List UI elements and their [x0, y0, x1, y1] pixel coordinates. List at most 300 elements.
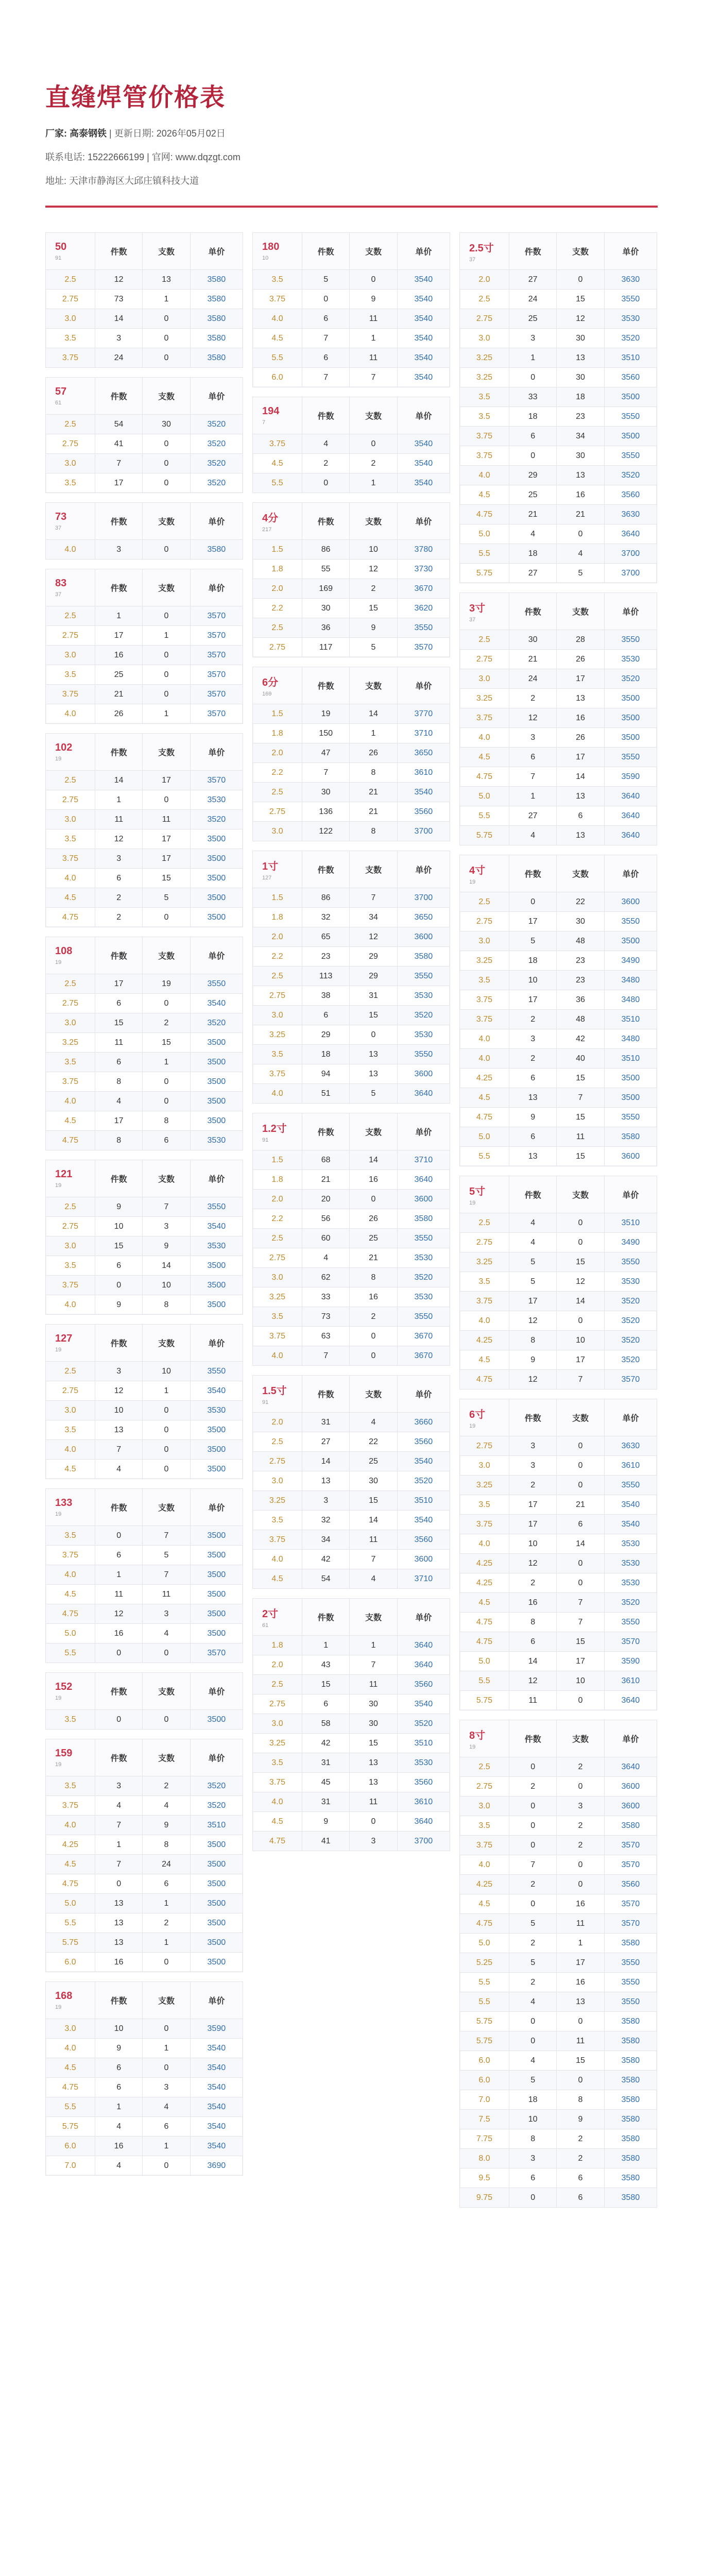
table-row — [460, 1331, 657, 1350]
table-row — [460, 1108, 657, 1127]
spec-header — [46, 1325, 95, 1362]
thickness-cell: 7.0 — [46, 2156, 95, 2176]
pieces-cell: 0 — [557, 1777, 604, 1797]
table-row — [460, 1436, 657, 1456]
price-cell: 3500 — [190, 1624, 243, 1643]
price-header: 单价 — [190, 378, 243, 415]
count-cell: 4 — [509, 1213, 557, 1233]
thickness-cell: 3.75 — [460, 990, 509, 1010]
price-cell: 3500 — [190, 1256, 243, 1276]
pieces-cell: 6 — [557, 806, 604, 826]
table-row — [460, 1088, 657, 1108]
spec-name: 73 — [55, 511, 67, 522]
count-cell: 17 — [509, 1515, 557, 1534]
pieces-cell: 0 — [143, 665, 190, 685]
table-row — [253, 743, 450, 763]
thickness-cell: 3.75 — [253, 434, 302, 454]
thickness-cell: 2.0 — [253, 743, 302, 763]
count-cell: 113 — [302, 967, 350, 986]
price-cell: 3580 — [604, 2031, 657, 2051]
pieces-cell: 1 — [143, 1381, 190, 1401]
table-row — [253, 540, 450, 560]
count-cell: 27 — [509, 806, 557, 826]
count-cell: 5 — [509, 931, 557, 951]
pieces-cell: 4 — [557, 544, 604, 564]
table-row — [46, 2078, 243, 2097]
count-header: 件数 — [509, 593, 557, 630]
price-cell: 3580 — [604, 1816, 657, 1836]
pieces-cell: 2 — [557, 1816, 604, 1836]
count-cell: 2 — [509, 1875, 557, 1894]
table-row — [460, 1252, 657, 1272]
pieces-cell: 7 — [143, 1197, 190, 1217]
table-row — [46, 1585, 243, 1604]
count-cell: 0 — [302, 473, 350, 493]
price-cell: 3540 — [190, 1381, 243, 1401]
table-row — [253, 1773, 450, 1792]
thickness-cell: 2.75 — [253, 1452, 302, 1471]
pieces-cell: 14 — [350, 704, 397, 724]
price-cell: 3640 — [397, 1170, 450, 1190]
price-cell: 3600 — [397, 1550, 450, 1569]
pieces-cell: 23 — [557, 407, 604, 427]
count-cell: 9 — [509, 1108, 557, 1127]
table-row — [46, 1362, 243, 1381]
table-row — [253, 947, 450, 967]
price-table — [459, 1720, 657, 2208]
table-row — [46, 1217, 243, 1236]
pieces-cell: 0 — [557, 1233, 604, 1252]
thickness-cell: 3.5 — [46, 329, 95, 348]
thickness-cell: 4.5 — [253, 1812, 302, 1832]
pieces-cell: 6 — [143, 1874, 190, 1894]
table-row — [460, 1894, 657, 1914]
pieces-cell: 0 — [143, 1460, 190, 1479]
price-table — [459, 1176, 657, 1389]
spec-name: 2.5寸 — [469, 243, 494, 254]
price-cell: 3530 — [397, 1025, 450, 1045]
price-cell: 3520 — [397, 1268, 450, 1287]
spec-header — [46, 233, 95, 270]
count-cell: 21 — [509, 505, 557, 524]
count-cell: 5 — [509, 1914, 557, 1934]
spec-subcount: 91 — [262, 1399, 269, 1405]
pieces-cell: 9 — [143, 1236, 190, 1256]
table-row — [253, 1491, 450, 1511]
price-cell: 3530 — [190, 790, 243, 810]
price-cell: 3600 — [397, 1190, 450, 1209]
pieces-cell: 0 — [557, 2012, 604, 2031]
count-cell: 0 — [509, 1797, 557, 1816]
table-row — [460, 2188, 657, 2208]
pieces-cell: 6 — [143, 2117, 190, 2137]
table-row — [460, 524, 657, 544]
price-cell: 3540 — [397, 1452, 450, 1471]
count-cell: 30 — [302, 783, 350, 802]
price-cell: 3500 — [190, 888, 243, 908]
spec-header — [46, 1489, 95, 1526]
count-cell: 4 — [302, 1248, 350, 1268]
pieces-cell: 13 — [350, 1045, 397, 1064]
price-cell: 3550 — [604, 407, 657, 427]
spec-header — [46, 734, 95, 771]
table-row — [253, 1025, 450, 1045]
price-cell: 3500 — [604, 708, 657, 728]
thickness-cell: 5.75 — [460, 564, 509, 583]
table-row — [460, 270, 657, 290]
table-header-row — [460, 1399, 657, 1436]
count-cell: 18 — [302, 1045, 350, 1064]
table-row — [46, 994, 243, 1013]
table-row — [46, 908, 243, 927]
table-row — [460, 1953, 657, 1973]
pieces-cell: 7 — [350, 888, 397, 908]
thickness-cell: 5.0 — [460, 1127, 509, 1147]
price-cell: 3510 — [604, 1049, 657, 1069]
price-cell: 3580 — [604, 2071, 657, 2090]
count-header: 件数 — [95, 937, 143, 974]
pieces-cell: 16 — [557, 485, 604, 505]
price-cell: 3550 — [397, 1307, 450, 1327]
spec-header — [460, 1399, 509, 1436]
table-row — [46, 665, 243, 685]
count-header: 件数 — [302, 1113, 350, 1150]
table-row — [46, 2039, 243, 2058]
count-cell: 2 — [509, 1010, 557, 1029]
spec-subcount: 37 — [469, 617, 476, 623]
table-header-row — [253, 667, 450, 704]
table-row — [253, 1655, 450, 1675]
pieces-cell: 22 — [350, 1432, 397, 1452]
thickness-cell: 3.5 — [46, 1053, 95, 1072]
pieces-cell: 21 — [350, 802, 397, 822]
pieces-cell: 13 — [143, 270, 190, 290]
pieces-cell: 0 — [557, 1855, 604, 1875]
spec-subcount: 169 — [262, 691, 272, 697]
price-cell: 3560 — [397, 802, 450, 822]
table-row — [460, 1671, 657, 1691]
table-row — [253, 724, 450, 743]
pieces-cell: 17 — [557, 1652, 604, 1671]
spec-name: 1.2寸 — [262, 1123, 287, 1134]
spec-subcount: 127 — [262, 875, 272, 881]
table-row — [460, 1992, 657, 2012]
thickness-cell: 3.75 — [253, 1773, 302, 1792]
count-header: 件数 — [509, 1720, 557, 1757]
price-cell: 3500 — [190, 829, 243, 849]
pieces-cell: 0 — [350, 270, 397, 290]
count-cell: 0 — [95, 1710, 143, 1730]
price-header: 单价 — [190, 1489, 243, 1526]
price-cell: 3640 — [604, 1691, 657, 1710]
thickness-cell: 3.5 — [46, 665, 95, 685]
pieces-cell: 34 — [350, 908, 397, 927]
update-date: | 更新日期: 2026年05月02日 — [109, 128, 226, 139]
pieces-cell: 0 — [557, 1311, 604, 1331]
price-header: 单价 — [190, 503, 243, 540]
table-row — [460, 290, 657, 309]
pieces-cell: 13 — [350, 1773, 397, 1792]
pieces-cell: 15 — [557, 1069, 604, 1088]
pieces-header: 支数 — [143, 1739, 190, 1776]
price-cell: 3520 — [604, 466, 657, 485]
price-cell: 3500 — [604, 728, 657, 748]
thickness-cell: 4.75 — [460, 1613, 509, 1632]
spec-subcount: 217 — [262, 527, 272, 533]
table-row — [253, 1413, 450, 1432]
spec-header — [460, 855, 509, 892]
pieces-cell: 48 — [557, 931, 604, 951]
pieces-cell: 16 — [350, 1170, 397, 1190]
price-cell: 3610 — [397, 1792, 450, 1812]
count-cell: 2 — [95, 908, 143, 927]
spec-name: 127 — [55, 1333, 73, 1344]
price-header: 单价 — [190, 1739, 243, 1776]
price-cell: 3530 — [397, 1287, 450, 1307]
table-row — [253, 1432, 450, 1452]
count-cell: 73 — [95, 290, 143, 309]
pieces-header: 支数 — [143, 569, 190, 606]
price-cell: 3550 — [604, 1476, 657, 1495]
thickness-cell: 3.0 — [46, 2019, 95, 2039]
count-cell: 13 — [509, 1147, 557, 1166]
table-row — [460, 951, 657, 971]
pieces-cell: 13 — [557, 348, 604, 368]
table-row — [253, 618, 450, 638]
table-row — [460, 892, 657, 912]
count-cell: 4 — [509, 2051, 557, 2071]
pieces-cell: 2 — [557, 2149, 604, 2168]
pieces-cell: 26 — [350, 743, 397, 763]
table-row — [253, 763, 450, 783]
thickness-cell: 6.0 — [460, 2051, 509, 2071]
price-cell: 3560 — [604, 368, 657, 387]
thickness-cell: 4.0 — [460, 1029, 509, 1049]
price-cell: 3500 — [604, 689, 657, 708]
spec-name: 4寸 — [469, 865, 486, 876]
price-cell: 3600 — [604, 892, 657, 912]
price-cell: 3500 — [190, 1894, 243, 1913]
pieces-cell: 0 — [143, 2058, 190, 2078]
count-header: 件数 — [95, 1325, 143, 1362]
table-row — [460, 931, 657, 951]
table-column — [252, 232, 450, 2217]
count-cell: 6 — [302, 309, 350, 329]
table-row — [46, 1460, 243, 1479]
table-header-row — [460, 1176, 657, 1213]
pieces-cell: 10 — [143, 1276, 190, 1295]
price-cell: 3550 — [604, 1252, 657, 1272]
pieces-cell: 5 — [350, 638, 397, 657]
count-cell: 7 — [509, 767, 557, 787]
count-cell: 45 — [302, 1773, 350, 1792]
count-cell: 14 — [509, 1652, 557, 1671]
table-row — [253, 1530, 450, 1550]
table-row — [46, 790, 243, 810]
price-cell: 3500 — [190, 1710, 243, 1730]
price-cell: 3520 — [190, 415, 243, 434]
pieces-cell: 1 — [143, 2137, 190, 2156]
count-cell: 86 — [302, 888, 350, 908]
price-cell: 3590 — [604, 767, 657, 787]
count-cell: 0 — [509, 2188, 557, 2208]
count-cell: 12 — [95, 270, 143, 290]
thickness-cell: 4.0 — [253, 1346, 302, 1366]
spec-subcount: 37 — [55, 525, 62, 531]
count-cell: 1 — [95, 2097, 143, 2117]
thickness-cell: 4.5 — [46, 1855, 95, 1874]
count-cell: 15 — [95, 1236, 143, 1256]
thickness-cell: 6.0 — [460, 2071, 509, 2090]
pieces-cell: 17 — [143, 849, 190, 869]
spec-name: 152 — [55, 1681, 73, 1692]
table-row — [253, 822, 450, 841]
spec-name: 57 — [55, 386, 67, 397]
pieces-cell: 15 — [143, 1033, 190, 1053]
thickness-cell: 6.0 — [253, 368, 302, 387]
pieces-cell: 0 — [557, 1456, 604, 1476]
price-cell: 3570 — [604, 1836, 657, 1855]
table-row — [46, 1033, 243, 1053]
thickness-cell: 3.25 — [460, 1252, 509, 1272]
table-row — [253, 1209, 450, 1229]
count-cell: 54 — [302, 1569, 350, 1589]
count-cell: 16 — [95, 1624, 143, 1643]
count-cell: 10 — [509, 971, 557, 990]
pieces-cell: 0 — [350, 1025, 397, 1045]
pieces-cell: 7 — [557, 1370, 604, 1389]
count-cell: 6 — [509, 427, 557, 446]
thickness-cell: 4.75 — [46, 1131, 95, 1150]
pieces-cell: 30 — [557, 329, 604, 348]
count-cell: 5 — [509, 1272, 557, 1292]
count-cell: 0 — [509, 1757, 557, 1777]
pieces-header: 支数 — [143, 503, 190, 540]
count-header: 件数 — [95, 1739, 143, 1776]
thickness-cell: 4.0 — [46, 1092, 95, 1111]
pieces-header: 支数 — [557, 1399, 604, 1436]
count-cell: 16 — [95, 646, 143, 665]
price-cell: 3540 — [397, 434, 450, 454]
table-row — [253, 1045, 450, 1064]
manufacturer-label: 厂家: — [45, 128, 67, 139]
thickness-cell: 3.0 — [46, 646, 95, 665]
price-cell: 3630 — [604, 270, 657, 290]
price-cell: 3520 — [190, 473, 243, 493]
thickness-cell: 3.25 — [460, 368, 509, 387]
price-cell: 3540 — [397, 309, 450, 329]
pieces-header: 支数 — [350, 503, 397, 540]
count-cell: 7 — [302, 368, 350, 387]
count-cell: 12 — [95, 1381, 143, 1401]
table-row — [253, 802, 450, 822]
pieces-cell: 2 — [350, 579, 397, 599]
thickness-cell: 2.2 — [253, 1209, 302, 1229]
price-header: 单价 — [190, 233, 243, 270]
count-cell: 0 — [509, 368, 557, 387]
pieces-cell: 14 — [557, 767, 604, 787]
thickness-cell: 2.5 — [46, 606, 95, 626]
pieces-cell: 11 — [350, 309, 397, 329]
count-cell: 169 — [302, 579, 350, 599]
count-cell: 9 — [509, 1350, 557, 1370]
table-row — [460, 564, 657, 583]
manufacturer-name: 高泰钢铁 — [70, 128, 107, 139]
pieces-cell: 15 — [350, 1734, 397, 1753]
pieces-cell: 2 — [557, 2129, 604, 2149]
price-cell: 3540 — [190, 2117, 243, 2137]
thickness-cell: 5.75 — [46, 2117, 95, 2137]
spec-name: 2寸 — [262, 1608, 279, 1620]
thickness-cell: 2.75 — [46, 434, 95, 454]
thickness-cell: 5.5 — [460, 544, 509, 564]
price-cell: 3580 — [604, 2168, 657, 2188]
count-cell: 0 — [509, 2012, 557, 2031]
price-cell: 3480 — [604, 1029, 657, 1049]
table-row — [253, 1734, 450, 1753]
table-header-row — [46, 569, 243, 606]
count-cell: 4 — [95, 1460, 143, 1479]
thickness-cell: 3.5 — [460, 1272, 509, 1292]
thickness-cell: 3.25 — [46, 1033, 95, 1053]
count-cell: 7 — [302, 329, 350, 348]
count-cell: 1 — [302, 1636, 350, 1655]
thickness-cell: 3.0 — [460, 329, 509, 348]
count-cell: 36 — [302, 618, 350, 638]
table-row — [46, 704, 243, 724]
count-cell: 3 — [302, 1491, 350, 1511]
table-row — [460, 990, 657, 1010]
thickness-cell: 3.75 — [46, 849, 95, 869]
count-cell: 7 — [95, 1816, 143, 1835]
pieces-header: 支数 — [143, 1325, 190, 1362]
table-row — [460, 2051, 657, 2071]
pieces-cell: 16 — [557, 1973, 604, 1992]
thickness-cell: 2.75 — [460, 1233, 509, 1252]
pieces-cell: 7 — [557, 1088, 604, 1108]
price-cell: 3550 — [604, 446, 657, 466]
pieces-cell: 15 — [143, 869, 190, 888]
price-table — [252, 397, 450, 493]
spec-subcount: 19 — [469, 879, 476, 885]
thickness-cell: 2.5 — [460, 1757, 509, 1777]
table-header-row — [253, 851, 450, 888]
thickness-cell: 4.0 — [253, 1084, 302, 1104]
spec-header — [460, 593, 509, 630]
thickness-cell: 4.75 — [460, 1914, 509, 1934]
thickness-cell: 2.75 — [253, 1248, 302, 1268]
price-table — [45, 937, 243, 1150]
price-header: 单价 — [190, 937, 243, 974]
thickness-cell: 2.75 — [46, 994, 95, 1013]
count-header: 件数 — [302, 1599, 350, 1636]
table-row — [460, 427, 657, 446]
table-row — [460, 407, 657, 427]
count-cell: 18 — [509, 951, 557, 971]
table-row — [253, 309, 450, 329]
table-row — [460, 1593, 657, 1613]
thickness-cell: 4.0 — [46, 2039, 95, 2058]
table-row — [46, 2058, 243, 2078]
pieces-header: 支数 — [143, 937, 190, 974]
pieces-cell: 12 — [350, 927, 397, 947]
spec-subcount: 19 — [55, 1182, 62, 1189]
thickness-cell: 2.75 — [253, 1694, 302, 1714]
pieces-cell: 16 — [557, 708, 604, 728]
thickness-cell: 3.0 — [46, 1013, 95, 1033]
price-cell: 3570 — [190, 771, 243, 790]
pieces-cell: 3 — [143, 1217, 190, 1236]
